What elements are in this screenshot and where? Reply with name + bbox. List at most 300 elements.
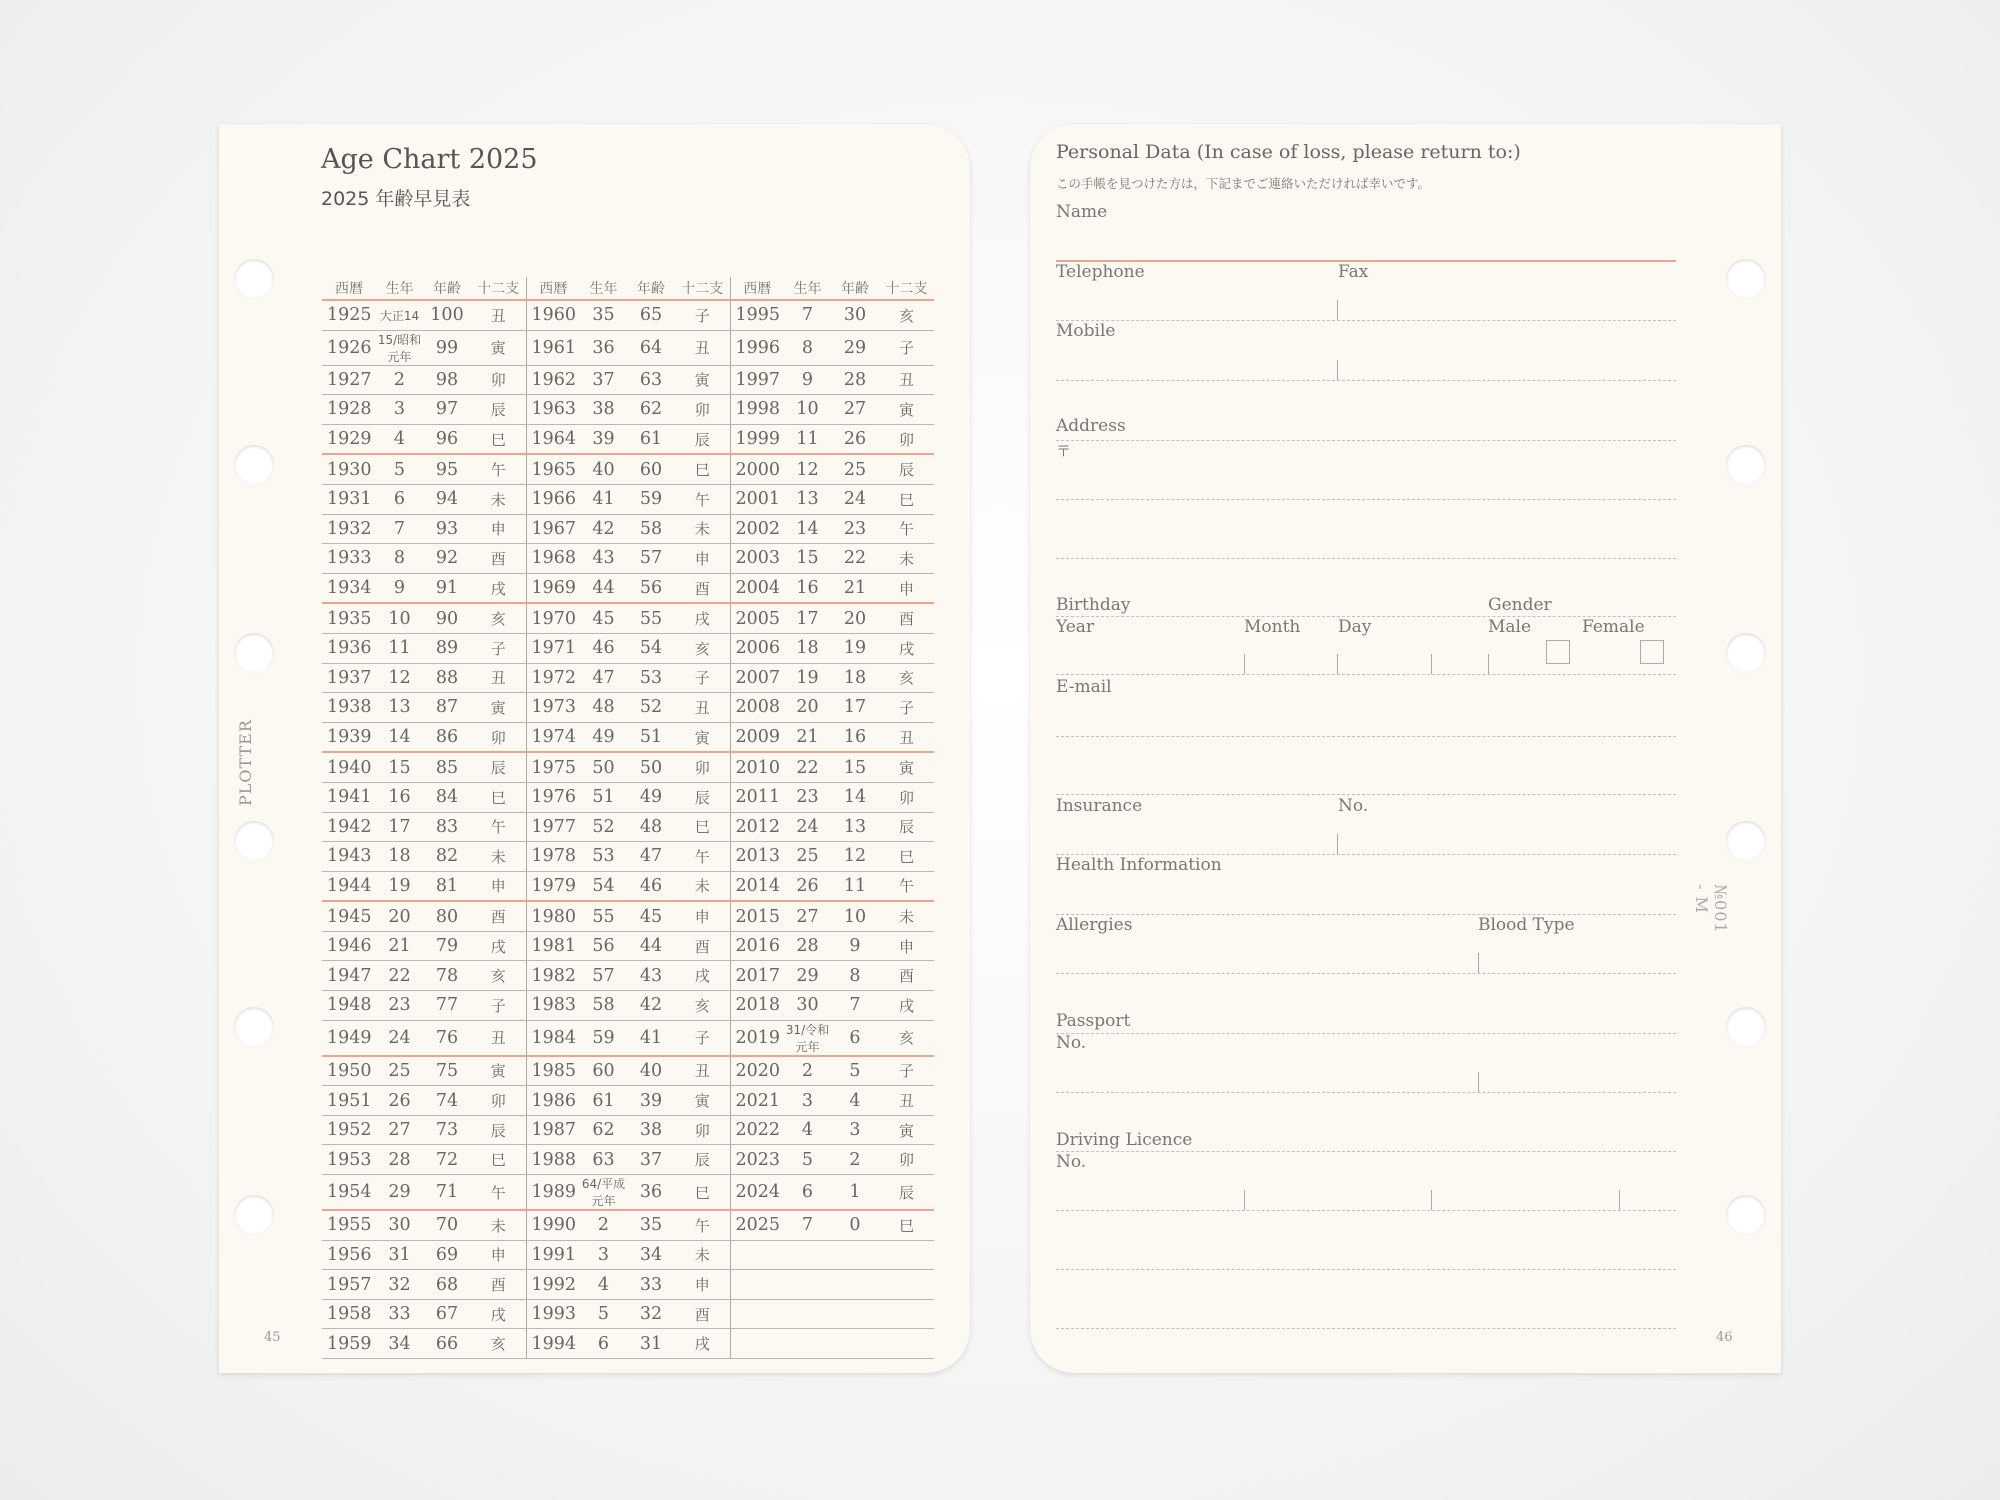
year-label: Year: [1056, 617, 1095, 637]
table-header-row: [322, 277, 934, 300]
age-cell: 33: [627, 1270, 675, 1300]
year-cell: 1944: [322, 871, 376, 901]
era-cell: 41: [580, 484, 627, 514]
year-cell: 1934: [322, 573, 376, 603]
zodiac-cell: 申: [675, 901, 730, 931]
zodiac-cell: 申: [675, 1270, 730, 1300]
year-cell: 1932: [322, 514, 376, 544]
age-cell: 13: [831, 812, 879, 842]
name-label: Name: [1056, 202, 1108, 222]
era-cell: 52: [580, 812, 627, 842]
year-cell: 2023: [730, 1145, 784, 1175]
age-cell: 75: [423, 1056, 471, 1086]
email-label: E-mail: [1056, 677, 1112, 697]
age-cell: 97: [423, 395, 471, 425]
year-cell: 2018: [730, 991, 784, 1021]
age-cell: 38: [627, 1115, 675, 1145]
era-cell: 6: [580, 1329, 627, 1359]
age-cell: 69: [423, 1240, 471, 1270]
mobile-label: Mobile: [1056, 321, 1116, 341]
year-cell: 1939: [322, 722, 376, 752]
zodiac-cell: 午: [879, 514, 934, 544]
table-row: [322, 365, 934, 395]
era-cell: 5: [580, 1299, 627, 1329]
era-cell: 27: [376, 1115, 423, 1145]
driving-field[interactable]: [1056, 1210, 1676, 1211]
era-cell: 28: [376, 1145, 423, 1175]
age-cell: 80: [423, 901, 471, 931]
era-cell: 48: [580, 693, 627, 723]
zodiac-cell: 酉: [471, 901, 526, 931]
age-cell: 76: [423, 1020, 471, 1056]
era-cell: 64/平成元年: [580, 1175, 627, 1211]
era-cell: 47: [580, 663, 627, 693]
year-cell: 1993: [526, 1299, 580, 1329]
year-cell: 2007: [730, 663, 784, 693]
extra-line[interactable]: [1056, 1269, 1676, 1270]
age-cell: 11: [831, 871, 879, 901]
year-cell: 2001: [730, 484, 784, 514]
age-cell: 23: [831, 514, 879, 544]
passport-field[interactable]: [1056, 1092, 1676, 1093]
age-cell: 40: [627, 1056, 675, 1086]
era-cell: 19: [784, 663, 831, 693]
year-cell: 2021: [730, 1086, 784, 1116]
binder-hole: [234, 445, 274, 485]
era-cell: 8: [376, 544, 423, 574]
male-checkbox[interactable]: [1546, 640, 1570, 664]
table-row: [322, 1299, 934, 1329]
year-cell: 1970: [526, 603, 580, 633]
year-cell: 1948: [322, 991, 376, 1021]
era-cell: 36: [580, 330, 627, 365]
year-cell: 1997: [730, 365, 784, 395]
zodiac-cell: [879, 1270, 934, 1300]
zodiac-cell: 卯: [879, 1145, 934, 1175]
page-title: Age Chart 2025: [321, 144, 538, 175]
era-cell: 16: [784, 573, 831, 603]
age-chart-table: [322, 277, 934, 1359]
zodiac-cell: 巳: [675, 454, 730, 484]
era-cell: 56: [580, 931, 627, 961]
age-cell: 14: [831, 782, 879, 812]
year-cell: 1931: [322, 484, 376, 514]
zodiac-cell: 酉: [879, 603, 934, 633]
zodiac-cell: 寅: [879, 395, 934, 425]
year-cell: 1927: [322, 365, 376, 395]
table-row: [322, 1240, 934, 1270]
year-cell: 1929: [322, 424, 376, 454]
age-cell: 91: [423, 573, 471, 603]
era-cell: 15: [376, 752, 423, 782]
age-cell: [831, 1240, 879, 1270]
year-cell: 1962: [526, 365, 580, 395]
year-cell: 1953: [322, 1145, 376, 1175]
era-cell: 14: [784, 514, 831, 544]
era-cell: 12: [784, 454, 831, 484]
binder-hole: [234, 633, 274, 673]
era-cell: 49: [580, 722, 627, 752]
day-label: Day: [1338, 617, 1372, 637]
birthday-field[interactable]: [1056, 674, 1676, 675]
zodiac-cell: 亥: [675, 991, 730, 1021]
age-cell: 25: [831, 454, 879, 484]
page-subtitle: 2025 年齢早見表: [321, 188, 471, 210]
year-cell: 1981: [526, 931, 580, 961]
year-cell: 1999: [730, 424, 784, 454]
zodiac-cell: 未: [879, 901, 934, 931]
allergies-field[interactable]: [1056, 973, 1676, 974]
year-cell: 1945: [322, 901, 376, 931]
zodiac-cell: [879, 1299, 934, 1329]
year-cell: 1988: [526, 1145, 580, 1175]
zodiac-cell: 寅: [879, 752, 934, 782]
era-cell: 38: [580, 395, 627, 425]
zodiac-cell: 戌: [675, 603, 730, 633]
year-cell: 1952: [322, 1115, 376, 1145]
zodiac-cell: 未: [471, 484, 526, 514]
birthday-label: Birthday: [1056, 595, 1131, 615]
zodiac-cell: 巳: [879, 842, 934, 872]
column-header: 年齢: [831, 277, 879, 300]
age-cell: 72: [423, 1145, 471, 1175]
zodiac-cell: 亥: [879, 300, 934, 330]
age-cell: 0: [831, 1210, 879, 1240]
age-cell: 44: [627, 931, 675, 961]
year-cell: 2014: [730, 871, 784, 901]
zodiac-cell: 巳: [879, 1210, 934, 1240]
age-cell: 46: [627, 871, 675, 901]
age-chart-page: [219, 124, 970, 1373]
era-cell: 31: [376, 1240, 423, 1270]
zodiac-cell: 未: [675, 871, 730, 901]
zodiac-cell: 亥: [879, 1020, 934, 1056]
zodiac-cell: 酉: [675, 573, 730, 603]
extra-line[interactable]: [1056, 1328, 1676, 1329]
age-cell: 82: [423, 842, 471, 872]
table-row: [322, 633, 934, 663]
zodiac-cell: 申: [879, 931, 934, 961]
mobile-field[interactable]: [1056, 380, 1676, 381]
age-cell: 56: [627, 573, 675, 603]
era-cell: 30: [376, 1210, 423, 1240]
era-cell: 2: [580, 1210, 627, 1240]
era-cell: 57: [580, 961, 627, 991]
address-field-line[interactable]: [1056, 558, 1676, 559]
brand-label: PLOTTER: [236, 719, 255, 806]
zodiac-cell: 巳: [675, 1175, 730, 1211]
email-field[interactable]: [1056, 736, 1676, 737]
zodiac-cell: 子: [675, 300, 730, 330]
year-cell: 1973: [526, 693, 580, 723]
zodiac-cell: 卯: [675, 395, 730, 425]
era-cell: 大正14: [376, 300, 423, 330]
year-cell: 2011: [730, 782, 784, 812]
year-cell: 2005: [730, 603, 784, 633]
year-cell: 1963: [526, 395, 580, 425]
year-cell: 1947: [322, 961, 376, 991]
era-cell: 21: [376, 931, 423, 961]
zodiac-cell: 寅: [879, 1115, 934, 1145]
table-row: [322, 484, 934, 514]
era-cell: 45: [580, 603, 627, 633]
era-cell: 30: [784, 991, 831, 1021]
era-cell: 22: [784, 752, 831, 782]
era-cell: 16: [376, 782, 423, 812]
age-cell: 64: [627, 330, 675, 365]
age-cell: 42: [627, 991, 675, 1021]
era-cell: 5: [376, 454, 423, 484]
year-cell: 1957: [322, 1270, 376, 1300]
age-cell: 53: [627, 663, 675, 693]
era-cell: 23: [376, 991, 423, 1021]
era-cell: 23: [784, 782, 831, 812]
age-cell: 16: [831, 722, 879, 752]
era-cell: [784, 1329, 831, 1359]
zodiac-cell: 未: [675, 1240, 730, 1270]
age-cell: 60: [627, 454, 675, 484]
binder-hole: [234, 259, 274, 299]
binder-hole: [1726, 633, 1766, 673]
era-cell: 9: [376, 573, 423, 603]
field-divider: [1488, 654, 1489, 674]
year-cell: 1998: [730, 395, 784, 425]
field-divider: [1619, 1190, 1620, 1210]
age-cell: 59: [627, 484, 675, 514]
zodiac-cell: 午: [471, 454, 526, 484]
age-cell: 63: [627, 365, 675, 395]
table-row: [322, 722, 934, 752]
year-cell: 1937: [322, 663, 376, 693]
field-divider: [1431, 654, 1432, 674]
column-header: 年齢: [627, 277, 675, 300]
era-cell: 19: [376, 871, 423, 901]
table-row: [322, 395, 934, 425]
age-cell: 35: [627, 1210, 675, 1240]
year-cell: [730, 1329, 784, 1359]
age-cell: 12: [831, 842, 879, 872]
age-cell: 57: [627, 544, 675, 574]
era-cell: 17: [376, 812, 423, 842]
zodiac-cell: 酉: [675, 1299, 730, 1329]
zodiac-cell: 寅: [471, 1056, 526, 1086]
table-row: [322, 1210, 934, 1240]
age-cell: 28: [831, 365, 879, 395]
zodiac-cell: 寅: [675, 722, 730, 752]
table-row: [322, 961, 934, 991]
era-cell: 32: [376, 1270, 423, 1300]
year-cell: 1982: [526, 961, 580, 991]
age-cell: 94: [423, 484, 471, 514]
page-number: 46: [1716, 1330, 1733, 1345]
binder-hole: [1726, 1007, 1766, 1047]
year-cell: 1961: [526, 330, 580, 365]
table-row: [322, 300, 934, 330]
telephone-label: Telephone: [1056, 262, 1145, 282]
zodiac-cell: 子: [675, 663, 730, 693]
year-cell: 1925: [322, 300, 376, 330]
column-header: 年齢: [423, 277, 471, 300]
table-row: [322, 454, 934, 484]
year-cell: 2019: [730, 1020, 784, 1056]
table-row: [322, 752, 934, 782]
age-cell: 89: [423, 633, 471, 663]
table-row: [322, 514, 934, 544]
zodiac-cell: 辰: [675, 1145, 730, 1175]
age-cell: 99: [423, 330, 471, 365]
zodiac-cell: 辰: [879, 454, 934, 484]
column-header: 西暦: [730, 277, 784, 300]
age-cell: 65: [627, 300, 675, 330]
column-header: 生年: [784, 277, 831, 300]
allergies-label: Allergies: [1056, 915, 1133, 935]
age-cell: 86: [423, 722, 471, 752]
year-cell: 1960: [526, 300, 580, 330]
age-cell: 9: [831, 931, 879, 961]
era-cell: 2: [784, 1056, 831, 1086]
zodiac-cell: 亥: [471, 603, 526, 633]
passport-top-line: [1056, 1033, 1676, 1034]
zodiac-cell: 卯: [471, 1086, 526, 1116]
age-cell: [831, 1299, 879, 1329]
email-field-line[interactable]: [1056, 794, 1676, 795]
year-cell: [730, 1240, 784, 1270]
zodiac-cell: 申: [675, 544, 730, 574]
age-cell: 55: [627, 603, 675, 633]
year-cell: 1971: [526, 633, 580, 663]
era-cell: 13: [376, 693, 423, 723]
column-header: 十二支: [471, 277, 526, 300]
table-row: [322, 1020, 934, 1056]
month-label: Month: [1244, 617, 1301, 637]
zodiac-cell: 卯: [675, 752, 730, 782]
era-cell: 7: [376, 514, 423, 544]
zodiac-cell: 酉: [675, 931, 730, 961]
zodiac-cell: 戌: [471, 931, 526, 961]
age-cell: 70: [423, 1210, 471, 1240]
age-cell: 34: [627, 1240, 675, 1270]
age-cell: 84: [423, 782, 471, 812]
zodiac-cell: 辰: [471, 752, 526, 782]
health-field[interactable]: [1056, 914, 1676, 915]
year-cell: 2003: [730, 544, 784, 574]
age-cell: 26: [831, 424, 879, 454]
zodiac-cell: 子: [471, 633, 526, 663]
year-cell: 2000: [730, 454, 784, 484]
address-field-line[interactable]: [1056, 499, 1676, 500]
era-cell: 17: [784, 603, 831, 633]
zodiac-cell: [879, 1329, 934, 1359]
year-cell: 2006: [730, 633, 784, 663]
age-cell: 62: [627, 395, 675, 425]
blood-type-label: Blood Type: [1478, 915, 1575, 935]
column-header: 西暦: [526, 277, 580, 300]
telephone-field[interactable]: [1056, 320, 1676, 321]
age-cell: 71: [423, 1175, 471, 1211]
passport-label: Passport: [1056, 1011, 1131, 1031]
year-cell: 1959: [322, 1329, 376, 1359]
zodiac-cell: 申: [471, 871, 526, 901]
driving-no-label: No.: [1056, 1152, 1087, 1172]
binder-hole: [1726, 1195, 1766, 1235]
insurance-no-label: No.: [1338, 796, 1369, 816]
era-cell: 20: [784, 693, 831, 723]
table-row: [322, 1145, 934, 1175]
table-row: [322, 573, 934, 603]
zodiac-cell: 丑: [675, 330, 730, 365]
zodiac-cell: 午: [675, 484, 730, 514]
era-cell: 54: [580, 871, 627, 901]
era-cell: 61: [580, 1086, 627, 1116]
female-label: Female: [1582, 617, 1645, 637]
era-cell: 2: [376, 365, 423, 395]
age-cell: 85: [423, 752, 471, 782]
era-cell: 59: [580, 1020, 627, 1056]
zodiac-cell: 辰: [675, 424, 730, 454]
year-cell: [730, 1270, 784, 1300]
year-cell: 1935: [322, 603, 376, 633]
binder-hole: [234, 1195, 274, 1235]
zodiac-cell: 午: [675, 842, 730, 872]
age-cell: 29: [831, 330, 879, 365]
column-header: 十二支: [879, 277, 934, 300]
table-row: [322, 991, 934, 1021]
zodiac-cell: 巳: [675, 812, 730, 842]
zodiac-cell: 亥: [471, 961, 526, 991]
zodiac-cell: 丑: [879, 365, 934, 395]
zodiac-cell: 午: [471, 1175, 526, 1211]
era-cell: 10: [376, 603, 423, 633]
table-row: [322, 330, 934, 365]
female-checkbox[interactable]: [1640, 640, 1664, 664]
table-body: [322, 300, 934, 1359]
age-cell: 49: [627, 782, 675, 812]
field-divider: [1478, 1072, 1479, 1092]
era-cell: 3: [580, 1240, 627, 1270]
age-cell: 81: [423, 871, 471, 901]
year-cell: 1956: [322, 1240, 376, 1270]
era-cell: 4: [784, 1115, 831, 1145]
age-cell: 8: [831, 961, 879, 991]
year-cell: 1946: [322, 931, 376, 961]
age-cell: 87: [423, 693, 471, 723]
column-header: 生年: [580, 277, 627, 300]
zodiac-cell: 寅: [471, 693, 526, 723]
era-cell: 42: [580, 514, 627, 544]
table-row: [322, 812, 934, 842]
page-number: 45: [264, 1330, 281, 1345]
age-cell: 30: [831, 300, 879, 330]
zodiac-cell: 丑: [879, 1086, 934, 1116]
era-cell: 12: [376, 663, 423, 693]
era-cell: 24: [376, 1020, 423, 1056]
table-row: [322, 931, 934, 961]
era-cell: 22: [376, 961, 423, 991]
year-cell: 2004: [730, 573, 784, 603]
era-cell: 51: [580, 782, 627, 812]
year-cell: 2016: [730, 931, 784, 961]
era-cell: 6: [376, 484, 423, 514]
age-cell: 58: [627, 514, 675, 544]
era-cell: 15/昭和元年: [376, 330, 423, 365]
zodiac-cell: 辰: [879, 1175, 934, 1211]
age-cell: 79: [423, 931, 471, 961]
year-cell: 1983: [526, 991, 580, 1021]
zodiac-cell: 巳: [471, 424, 526, 454]
field-divider: [1478, 953, 1479, 973]
era-cell: 29: [376, 1175, 423, 1211]
address-field-line[interactable]: [1056, 440, 1676, 441]
